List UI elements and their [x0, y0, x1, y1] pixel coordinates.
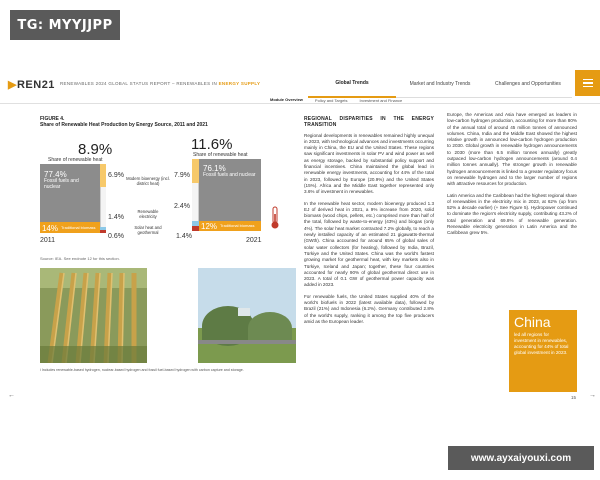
paragraph-fuels: For renewable fuels, the United States supplied 40% of the world's biofuels in 2022 (latest available data), followed by Brazil (21%) and Indonesia (6.2%). Germany contributed 2.8% of the world's supply, ranking it among the top five producers amid as the European leader. — [304, 293, 434, 324]
bar-2011-solar — [100, 230, 106, 233]
figure-title: Share of Renewable Heat Production by Energy Source, 2011 and 2021 — [40, 122, 208, 128]
text-column-right — [447, 112, 577, 242]
share-label-2011: Share of renewable heat — [48, 157, 103, 163]
paragraph-heat: In the renewable heat sector, modern bioenergy produced 1.3 EJ of derived heat in 2021, a 9% increase from 2020, solid biomass (wood chips, pellets, etc.) comprised more than half of the total, followed by waste-to-energy (43%) and biogas (only 4%). The solar heat market contracted 7.2% globally, to reach a newly installed capacity of an estimated 21 gigawatts-thermal (GWth). China accounted for around 65% of global sales of solar water collectors (for heating), followed by India, Brazil, Türkiye and the United States. China was the world's fastest growing market for geothermal heat, with key markets also in Türkiye, Iceland and Japan; together, these four countries accounted for nearly 90% of global geothermal direct use in 2023. A total of 0.1 GW of geothermal power capacity was added in 2023. — [304, 200, 434, 288]
bar-2021-modern-bio — [192, 159, 199, 183]
subtab-policy-targets[interactable]: Policy and Targets — [314, 97, 348, 103]
modern-bio-label: Modern bioenergy (incl. district heat) — [126, 176, 170, 186]
thermometer-icon — [270, 206, 280, 230]
fossil-2011-value: 77.4% — [44, 170, 67, 179]
tab-challenges-opportunities[interactable]: Challenges and Opportunities — [484, 70, 572, 98]
paragraph-hydrogen: Europe, the Americas and Asia have emerged as leaders in low-carbon hydrogen production, accounting for more than 80% of the annual total of around 45 million tonnes of announced volumes. China, India and the Middle East showed the highest relative growth in announced low-carbon hydrogen production to 2030. Global growth in renewable hydrogen announcements to 2030 (more than 6.5 million tonnes annually) greatly outpaced low-carbon hydrogen announcements (around 0.4 million tonnes annually). The stronger growth in renewable hydrogen announcements is linked to a greater regulatory focus on renewable hydrogen and to the larger number of regions with attractive resources for production. — [447, 112, 577, 187]
year-2021: 2021 — [246, 237, 262, 244]
fossil-2011-text: Fossil fuels and nuclear — [44, 178, 79, 190]
elec-2021-value: 2.4% — [174, 203, 190, 210]
page-number: 15 — [571, 395, 577, 400]
tab-market-industry-trends[interactable]: Market and Industry Trends — [396, 70, 484, 98]
bar-2021-spacer — [192, 183, 199, 221]
report-title — [60, 81, 260, 86]
figure-label: FIGURE 4. — [40, 116, 65, 122]
bio-2021-value: 7.9% — [174, 172, 190, 179]
report-title-highlight: ENERGY SUPPLY — [218, 81, 261, 86]
callout-text: led all regions for investment in renewables, accounting for 44% of total global investment in 2023. — [514, 332, 569, 355]
solar-2011-value: 0.6% — [108, 233, 124, 240]
header-divider — [0, 103, 600, 104]
report-title-prefix: RENEWABLES 2024 GLOBAL STATUS REPORT – RENEWABLES IN — [60, 81, 218, 86]
share-pct-2011: 8.9% — [78, 141, 113, 158]
fossil-2021-value: 76.1% — [203, 164, 226, 173]
bar-2021-fossil-label — [203, 164, 257, 179]
hamburger-menu-icon[interactable] — [575, 70, 600, 96]
figure-source: Source: IEA. See endnote 12 for this section. — [40, 256, 120, 261]
year-2011: 2011 — [40, 237, 56, 244]
text-column-middle — [304, 116, 434, 330]
bar-2011-traditional-label — [42, 224, 100, 233]
subtab-investment-finance[interactable]: Investment and Finance — [359, 97, 403, 103]
arrow-right-icon[interactable]: → — [589, 392, 596, 399]
paragraph-regional: Regional developments in renewables remained highly unequal in 2023, with technological advances and investments occurring mainly in China, the EU and the United States. These regions saw significant investments in solar PV and wind power as well as energy storage, backed by substantial policy support and financial incentives. China maintained the global lead in renewable energy investments, accounting for 44% of the total in 2023, followed by Europe (20.9%) and the United States (15%). Africa and the Middle East together represented only 3.6% of investment in renewables. — [304, 132, 434, 195]
main-tabs — [308, 70, 572, 98]
trad-2011-text: Traditional biomass — [61, 225, 96, 231]
photo-pipes — [40, 268, 147, 363]
trad-2021-value: 12% — [201, 222, 218, 231]
arrow-left-icon[interactable]: ← — [8, 392, 15, 399]
callout-title: China — [514, 314, 551, 330]
subtab-module-overview[interactable]: Module Overview — [264, 96, 309, 104]
bar-2011-fossil-label — [44, 170, 94, 190]
section-heading: REGIONAL DISPARITIES IN THE ENERGY TRANSITION — [304, 116, 434, 129]
bio-2011-value: 6.9% — [108, 172, 124, 179]
bar-2011-spacer — [100, 187, 106, 227]
bar-2021-solar — [192, 226, 199, 231]
logo-text: REN21 — [16, 79, 55, 91]
solar-2021-value: 1.4% — [176, 233, 192, 240]
tab-global-trends[interactable]: Global Trends — [308, 70, 396, 98]
share-pct-2021: 11.6% — [191, 136, 233, 153]
report-header — [0, 70, 600, 98]
logo-arrow-icon: ▶ — [8, 79, 17, 91]
photo-biogas-plant — [198, 268, 296, 363]
solar-geothermal-label: Solar heat and geothermal — [134, 225, 162, 235]
renewable-electricity-label: Renewable electricity — [137, 209, 159, 219]
watermark-bottom: www.ayxaiyouxi.com — [448, 446, 594, 470]
china-callout — [509, 310, 577, 392]
paragraph-latin-america: Latin America and the Caribbean had the highest regional share of renewables in the electricity mix in 2023, at 62% (up from 52% a decade earlier) (+ See Figure 5). Hydropower continued to dominate the region's electricity supply, contributing 43.2% of total generation and 69.8% of renewable generation. Renewable electricity generation in Latin America and the Caribbean grew 5%. — [447, 192, 577, 236]
bar-2021-traditional-label — [201, 222, 261, 231]
share-label-2021: Share of renewable heat — [193, 152, 248, 158]
ren21-logo[interactable] — [8, 78, 55, 91]
figure-footnote: i Includes renewable-based hydrogen, nuclear-based hydrogen and fossil fuel-based hydrogen with carbon capture and storage. — [40, 368, 244, 372]
trad-2021-text: Traditional biomass — [220, 223, 255, 229]
bar-2011-modern-bio — [100, 164, 106, 187]
fossil-2021-text: Fossil fuels and nuclear — [203, 172, 256, 178]
trad-2011-value: 14% — [42, 224, 59, 233]
watermark-top: TG: MYYJJPP — [10, 10, 120, 40]
elec-2011-value: 1.4% — [108, 214, 124, 221]
